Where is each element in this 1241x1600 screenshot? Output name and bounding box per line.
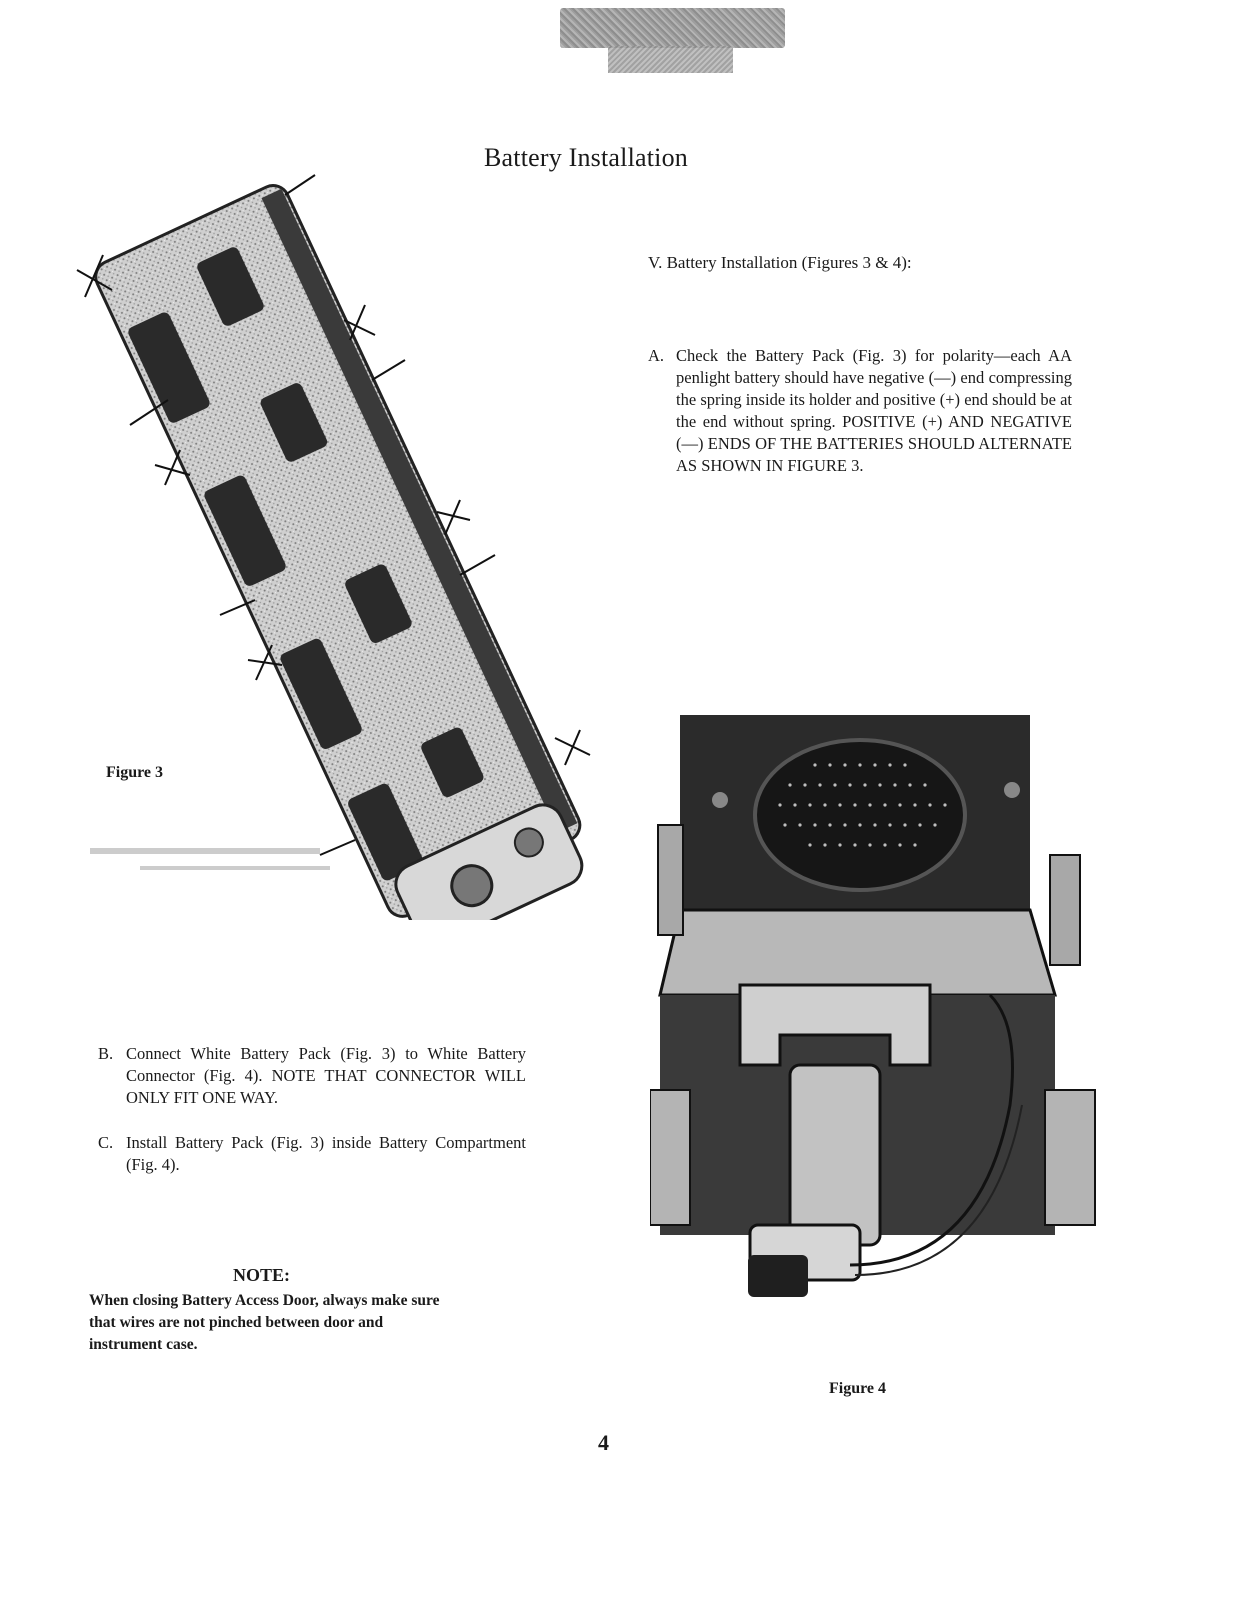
step-a-text: Check the Battery Pack (Fig. 3) for polarity—each AA penlight battery should have negative (—) end compressing the spring inside its holder and positive (+) end should be at the end without spring. POSITIVE (+) AND NEGATIVE (—) ENDS OF THE BATTERIES SHOULD ALTERNATE AS SHOWN IN FIGURE 3. [676, 346, 1072, 475]
figure-3-battery-pack-photo [60, 160, 620, 920]
figure-4-caption: Figure 4 [829, 1380, 887, 1397]
step-b-letter: B. [98, 1044, 114, 1063]
step-a [648, 345, 1072, 477]
step-b-text: Connect White Battery Pack (Fig. 3) to White Battery Connector (Fig. 4). NOTE THAT CONNECTOR WILL ONLY FIT ONE WAY. [126, 1044, 526, 1107]
step-a-letter: A. [648, 346, 665, 365]
step-c [98, 1132, 526, 1176]
figure-3-caption: Figure 3 [106, 764, 164, 781]
header-scan-smudge [560, 8, 785, 48]
figure-4-battery-compartment-photo [650, 705, 1110, 1320]
note-title: NOTE: [233, 1265, 291, 1285]
section-heading: V. Battery Installation (Figures 3 & 4): [648, 253, 912, 272]
header-scan-smudge-lower [608, 46, 733, 73]
note-text: When closing Battery Access Door, always make sure that wires are not pinched between door and instrument case. [89, 1292, 440, 1353]
page-title: Battery Installation [484, 143, 689, 172]
step-c-text: Install Battery Pack (Fig. 3) inside Battery Compartment (Fig. 4). [126, 1133, 526, 1174]
step-b [98, 1043, 526, 1109]
scan-streak [140, 866, 330, 870]
step-c-letter: C. [98, 1133, 114, 1152]
scan-streak [90, 848, 320, 854]
page-number: 4 [598, 1430, 609, 1455]
